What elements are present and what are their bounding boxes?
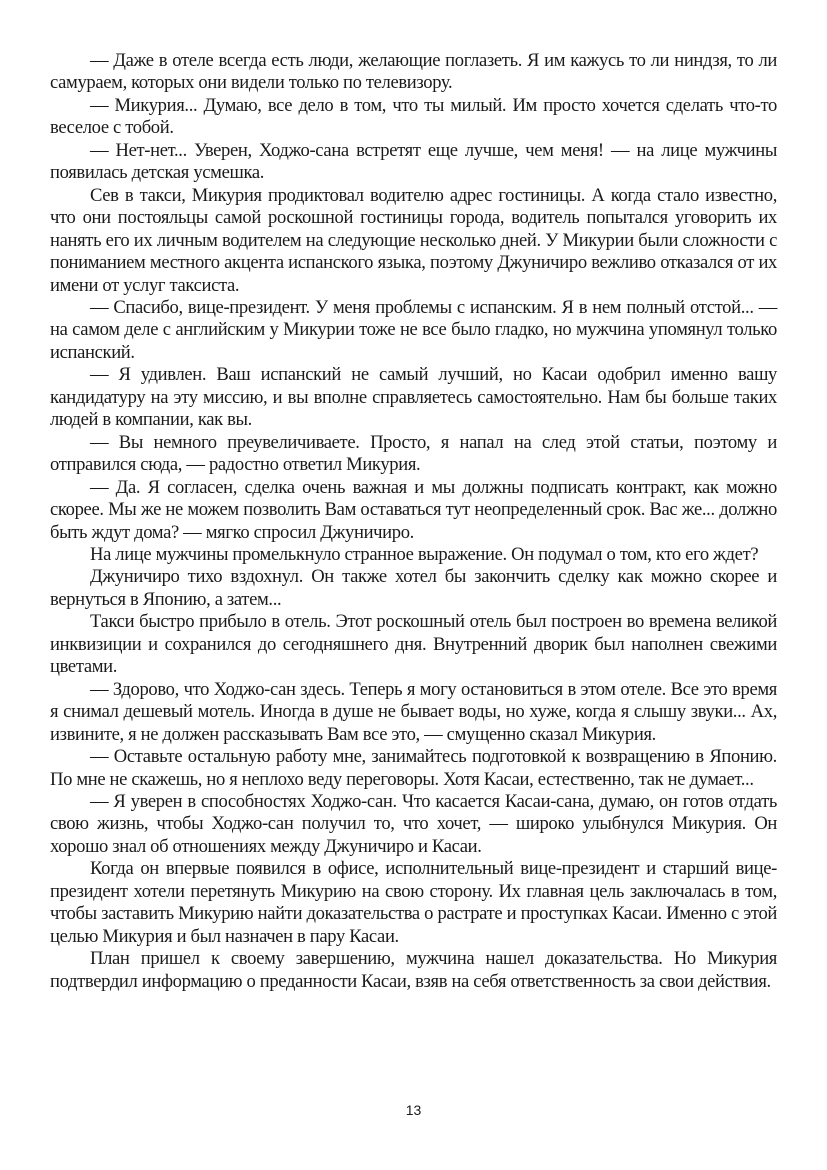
paragraph: — Нет-нет... Уверен, Ходжо-сана встретят еще лучше, чем меня! — на лице мужчины появилась детская усмешка. [50, 139, 777, 184]
paragraph: — Вы немного преувеличиваете. Просто, я напал на след этой статьи, поэтому и отправился сюда, — радостно ответил Микурия. [50, 431, 777, 476]
paragraph: Такси быстро прибыло в отель. Этот роскошный отель был построен во времена великой инквизиции и сохранился до сегодняшнего дня. Внутренний дворик был наполнен свежими цветами. [50, 611, 777, 678]
paragraph: Когда он впервые появился в офисе, исполнительный вице-президент и старший вице-президент хотели перетянуть Микурию на свою сторону. Их главная цель заключалась в том, чтобы заставить Микурию найти доказательства о растрате и проступках Касаи. Именно с этой целью Микурия и был назначен в пару Касаи. [50, 858, 777, 947]
paragraph: — Микурия... Думаю, все дело в том, что ты милый. Им просто хочется сделать что-то веселое с тобой. [50, 94, 777, 139]
paragraph: На лице мужчины промелькнуло странное выражение. Он подумал о том, кто его ждет? [90, 543, 759, 565]
paragraph: — Спасибо, вице-президент. У меня проблемы с испанским. Я в нем полный отстой... — на самом деле с английским у Микурии тоже не все было гладко, но мужчина упомянул только испанский. [50, 296, 777, 363]
paragraph: — Даже в отеле всегда есть люди, желающие поглазеть. Я им кажусь то ли ниндзя, то ли самураем, которых они видели только по телевизору. [50, 50, 777, 94]
page-body [50, 50, 777, 993]
paragraph: — Оставьте остальную работу мне, занимайтесь подготовкой к возвращению в Японию. По мне не скажешь, но я неплохо веду переговоры. Хотя Касаи, естественно, так не думает... [50, 746, 777, 790]
paragraph: План пришел к своему завершению, мужчина нашел доказательства. Но Микурия подтвердил информацию о преданности Касаи, взяв на себя ответственность за свои действия. [50, 948, 777, 992]
paragraph: — Здорово, что Ходжо-сан здесь. Теперь я могу остановиться в этом отеле. Все это время я снимал дешевый мотель. Иногда в душе не бывает воды, но хуже, когда я слышу звуки... Ах, извините, я не должен рассказывать Вам все это, — смущенно сказал Микурия. [50, 678, 777, 745]
paragraph: — Я удивлен. Ваш испанский не самый лучший, но Касаи одобрил именно вашу кандидатуру на эту миссию, и вы вполне справляетесь самостоятельно. Нам бы больше таких людей в компании, как вы. [50, 364, 777, 431]
page-number: 13 [405, 1102, 422, 1118]
paragraph: — Да. Я согласен, сделка очень важная и мы должны подписать контракт, как можно скорее. Мы же не можем позволить Вам оставаться тут неопределенный срок. Вас же... должно быть ждут дома? — мягко спросил Джуничиро. [50, 476, 777, 543]
paragraph: Сев в такси, Микурия продиктовал водителю адрес гостиницы. А когда стало известно, что они постояльцы самой роскошной гостиницы города, водитель попытался уговорить их нанять его их личным водителем на следующие несколько дней. У Микурии были сложности с пониманием местного акцента испанского языка, поэтому Джуничиро вежливо отказался от их имени от услуг таксиста. [50, 184, 777, 296]
paragraph: — Я уверен в способностях Ходжо-сан. Что касается Касаи-сана, думаю, он готов отдать свою жизнь, чтобы Ходжо-сан получил то, что хочет, — широко улыбнулся Микурия. Он хорошо знал об отношениях между Джуничиро и Касаи. [50, 790, 777, 857]
paragraph: Джуничиро тихо вздохнул. Он также хотел бы закончить сделку как можно скорее и вернуться в Японию, а затем... [50, 566, 777, 610]
